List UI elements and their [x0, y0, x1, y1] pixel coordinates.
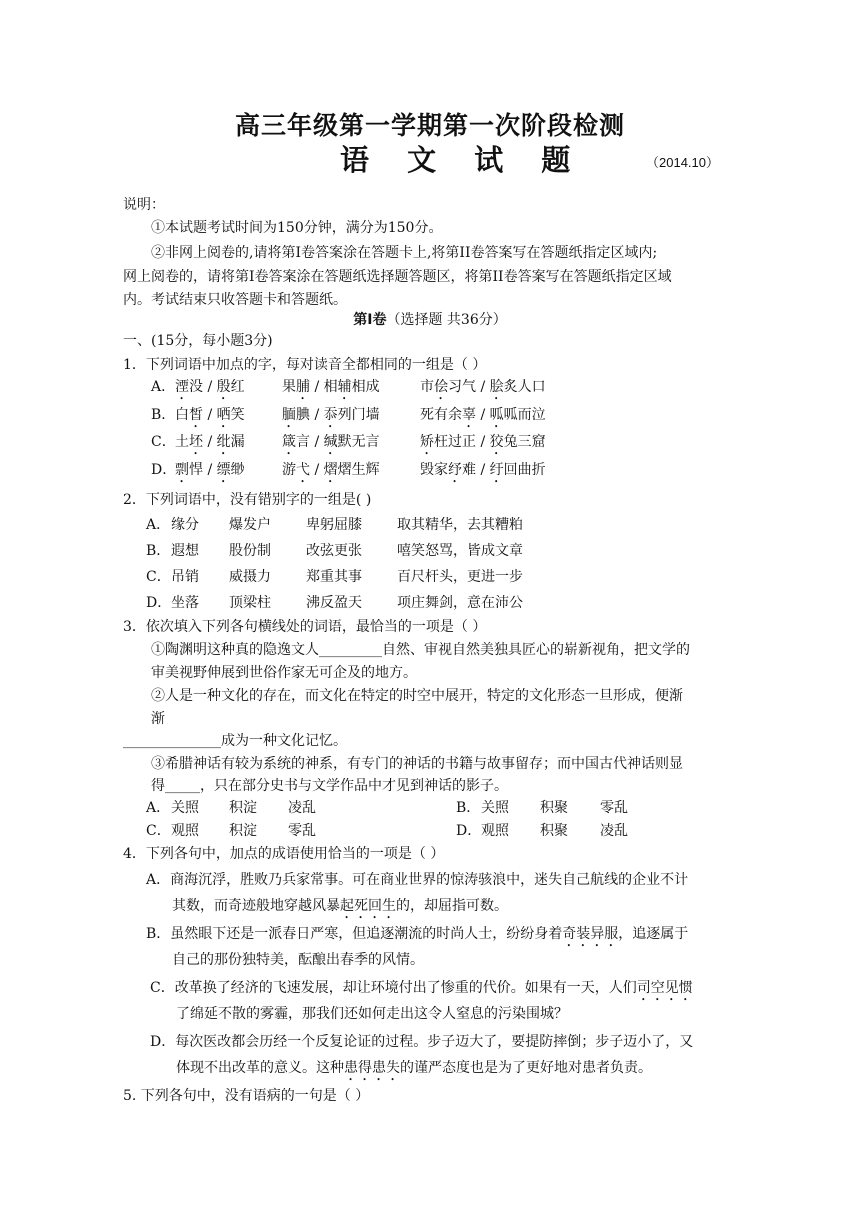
q3-option-a-word3: 凌乱: [288, 800, 316, 816]
q3-option-d-word2: 积聚: [540, 823, 568, 839]
q4-option-a-line-1: A．商海沉浮，胜败乃兵家常事。可在商业世界的惊涛骇浪中，迷失自己航线的企业不计: [146, 872, 689, 888]
question-5-stem: 5. 下列各句中，没有语病的一句是（ ）: [123, 1088, 370, 1104]
q2-option-b-col3: 改弦更张: [306, 543, 362, 559]
q2-option-a-label: A．: [146, 517, 171, 533]
question-4-stem: 4．下列各句中，加点的成语使用恰当的一项是（ ）: [123, 846, 445, 862]
question-1-stem: 1．下列词语中加点的字，每对读音全都相同的一组是（ ）: [123, 357, 487, 373]
exam-title: 高三年级第一学期第一次阶段检测: [234, 111, 625, 140]
q2-option-d-label: D．: [146, 595, 172, 611]
q1-option-d-label: D．: [151, 462, 177, 478]
q1-option-a-col1: 湮没 / 殷红: [175, 379, 245, 395]
question-3-stem: 3．依次填入下列各句横线处的词语，最恰当的一项是（ ）: [123, 619, 487, 635]
q1-option-b-col2: 腼腆 / 忝列门墙: [282, 407, 380, 423]
q3-option-b-word2: 积聚: [540, 800, 568, 816]
question-2-stem: 2．下列词语中，没有错别字的一组是( ): [123, 492, 372, 508]
q4-option-b-line-2: 自己的那份独特美，酝酿出春季的风情。: [172, 952, 424, 968]
q3-sentence-2-line-3: ______________成为一种文化记忆。: [123, 733, 347, 749]
q3-option-c-label: C．: [146, 823, 171, 839]
q1-option-d-col2: 游弋 / 熠熠生辉: [282, 462, 380, 478]
q3-option-b-word3: 零乱: [600, 800, 628, 816]
q2-option-a-col4: 取其精华，去其糟粕: [397, 517, 523, 533]
instruction-item-2-line-3: 内。考试结束只收答题卡和答题纸。: [123, 292, 347, 308]
q3-option-c-word1: 观照: [171, 823, 199, 839]
q1-option-b-col1: 白皙 / 哂笑: [175, 407, 245, 423]
q2-option-b-col1: 遐想: [171, 543, 199, 559]
q1-option-c-col1: 土坯 / 纰漏: [175, 434, 245, 450]
q1-option-b-col3: 死有余辜 / 呱呱而泣: [420, 407, 546, 423]
q3-option-d-label: D．: [456, 823, 482, 839]
q1-option-c-col3: 矫枉过正 / 狡兔三窟: [420, 434, 546, 450]
section-subtitle: （选择题 共36分）: [386, 312, 507, 328]
q2-option-c-col2: 威摄力: [229, 569, 271, 585]
q2-option-d-col1: 坐落: [171, 595, 199, 611]
instructions-label: 说明：: [123, 197, 165, 213]
q3-option-b-label: B．: [456, 800, 481, 816]
q3-option-a-label: A．: [146, 800, 171, 816]
instruction-item-2-line-2: 网上阅卷的，请将第Ⅰ卷答案涂在答题纸选择题答题区，将第II卷答案写在答题纸指定区域: [123, 269, 672, 285]
section-heading: [0, 309, 860, 329]
q2-option-c-label: C．: [146, 569, 171, 585]
exam-date: （2014.10）: [646, 155, 719, 170]
q2-option-c-col3: 郑重其事: [306, 569, 362, 585]
q4-option-d-line-1: D．每次医改都会历经一个反复论证的过程。步子迈大了，要提防摔倒；步子迈小了，又: [150, 1034, 694, 1050]
q1-option-b-label: B．: [151, 407, 176, 423]
q3-option-c-word2: 积淀: [229, 823, 257, 839]
q1-option-c-col2: 箴言 / 缄默无言: [282, 434, 380, 450]
q3-sentence-1-line-1: ①陶渊明这种真的隐逸文人_________自然、审视自然美独具匠心的崭新视角，把文学的: [151, 642, 690, 658]
q2-option-d-col3: 沸反盈天: [306, 595, 362, 611]
q1-option-d-col1: 剽悍 / 缥缈: [175, 462, 245, 478]
section-title: 第Ⅰ卷: [353, 312, 387, 328]
exam-subject: 语 文 试 题: [340, 143, 585, 177]
q3-sentence-3-line-1: ③希腊神话有较为系统的神系，有专门的神话的书籍与故事留存；而中国古代神话则显: [151, 756, 683, 772]
instruction-item-2-line-1: ②非网上阅卷的,请将第Ⅰ卷答案涂在答题卡上,将第II卷答案写在答题纸指定区域内;: [151, 245, 658, 261]
q2-option-d-col4: 项庄舞剑，意在沛公: [397, 595, 523, 611]
q2-option-d-col2: 顶梁柱: [229, 595, 271, 611]
q2-option-c-col4: 百尺杆头，更进一步: [397, 569, 523, 585]
q4-option-c-line-2: 了绵延不散的雾霾，那我们还如何走出这令人窒息的污染围城？: [176, 1006, 568, 1022]
q2-option-a-col3: 卑躬屈膝: [306, 517, 362, 533]
q2-option-c-col1: 吊销: [171, 569, 199, 585]
q3-option-b-word1: 关照: [481, 800, 509, 816]
q1-option-c-label: C．: [151, 434, 176, 450]
q2-option-b-col4: 嘻笑怒骂，皆成文章: [397, 543, 523, 559]
q4-option-d-line-2: 体现不出改革的意义。这种患得患失的谨严态度也是为了更好地对患者负责。: [176, 1060, 652, 1076]
q2-option-b-label: B．: [146, 543, 171, 559]
q2-option-b-col2: 股份制: [229, 543, 271, 559]
q1-option-a-label: A．: [151, 379, 176, 395]
q2-option-a-col2: 爆发户: [229, 517, 271, 533]
q3-sentence-1-line-2: 审美视野伸展到世俗作家无可企及的地方。: [151, 665, 417, 681]
q4-option-a-line-2: 其数，而奇迹般地穿越风暴起死回生的，却屈指可数。: [172, 898, 508, 914]
q2-option-a-col1: 缘分: [171, 517, 199, 533]
q3-option-a-word2: 积淀: [229, 800, 257, 816]
q1-option-d-col3: 毁家纾难 / 纡回曲折: [420, 462, 546, 478]
q4-option-b-line-1: B．虽然眼下还是一派春日严寒，但追逐潮流的时尚人士，纷纷身着奇装异服，追逐属于: [146, 926, 689, 942]
q3-option-a-word1: 关照: [171, 800, 199, 816]
q4-option-c-line-1: C．改革换了经济的飞速发展，却让环境付出了惨重的代价。如果有一天，人们司空见惯: [150, 980, 693, 996]
instruction-item-1: ①本试题考试时间为150分钟，满分为150分。: [151, 220, 443, 236]
q3-option-c-word3: 零乱: [288, 823, 316, 839]
q3-option-d-word1: 观照: [481, 823, 509, 839]
q3-sentence-2-line-2: 渐: [151, 711, 165, 727]
part-heading: 一、(15分，每小题3分): [123, 333, 273, 349]
q3-sentence-3-line-2: 得_____，只在部分史书与文学作品中才见到神话的影子。: [151, 778, 508, 794]
q3-sentence-2-line-1: ②人是一种文化的存在，而文化在特定的时空中展开，特定的文化形态一旦形成，便渐: [151, 688, 683, 704]
q1-option-a-col3: 市侩习气 / 脍炙人口: [420, 379, 546, 395]
q3-option-d-word3: 凌乱: [600, 823, 628, 839]
q1-option-a-col2: 果脯 / 相辅相成: [282, 379, 380, 395]
